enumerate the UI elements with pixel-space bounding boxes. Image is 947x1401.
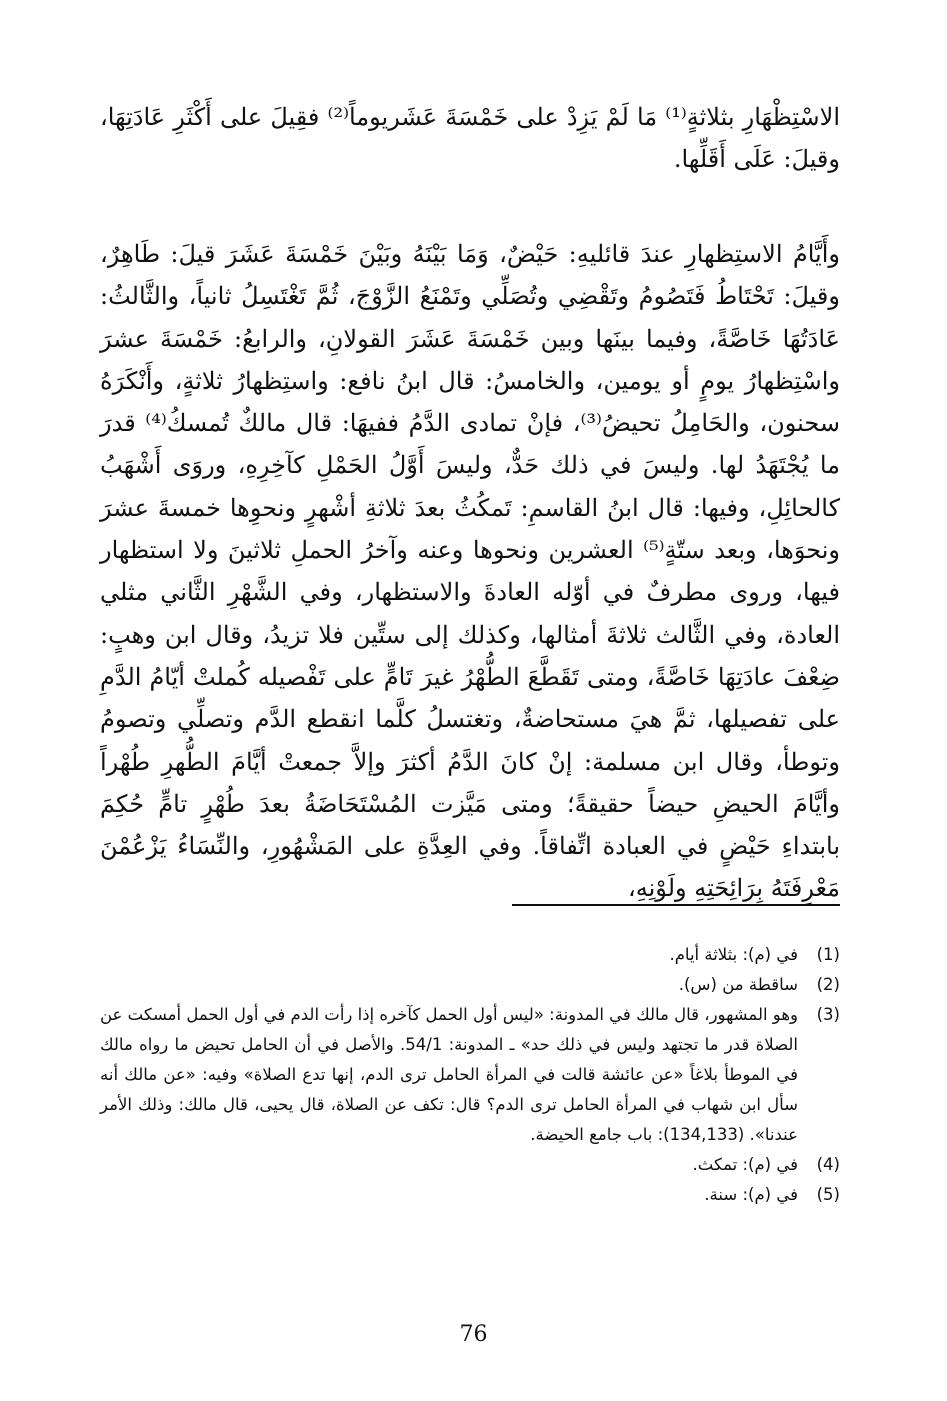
footnote-number: (1) (816, 945, 840, 964)
paragraph-1: الاسْتِظْهَارِ بثلاثةٍ⁽¹⁾ مَا لَمْ يَزِدْ على خَمْسَةَ عَشَريوماً⁽²⁾ فقِيلَ على أَكْثَرِ عَادَتِهَا، وقيلَ: عَلَى أَقَلِّها. (100, 103, 841, 174)
footnote-4 (100, 1150, 840, 1180)
footnote-separator (512, 904, 840, 906)
footnote-text: ساقطة من (س). (678, 975, 798, 994)
footnote-5 (100, 1180, 840, 1210)
footnotes-list (100, 940, 840, 1210)
footnote-text: في (م): بثلاثة أيام. (669, 945, 798, 964)
footnote-text: في (م): سنة. (704, 1185, 798, 1204)
page-number: 76 (459, 1322, 488, 1347)
paragraph-2: وأَيَّامُ الاستِظهارِ عندَ قائليهِ: حَيْضٌ، وَمَا بَيْنَهُ وبَيْنَ خَمْسَةَ عَشَرَ قيلَ: طَاهِرٌ، وقيلَ: تَحْتَاطُ فَتَصُومُ وتَقْضِي وتُصَلِّي وتَمْنَعُ الزَّوْجَ، ثُمَّ تَغْتَسِلُ ثانياً، والثَّالثُ: عَادَتُهَا خَاصَّةً، وفيما بينَها وبين خَمْسَةَ عَشَرَ القولانِ، والرابعُ: خَمْسَةَ عشرَ واسْتِظهارُ يومٍ أو يومين، والخامسُ: قال ابنُ نافع: واستِظهارُ ثلاثةٍ، وأَنْكَرَهُ سحنون، والحَامِلُ تحيضُ⁽³⁾، فإنْ تمادى الدَّمُ ففيهَا: قال مالكٌ تُمسكُ⁽⁴⁾ قدرَ ما يُجْتَهَدُ لها. وليسَ في ذلك حَدٌّ، وليسَ أَوَّلُ الحَمْلِ كآخِرِهِ، وروَى أَشْهَبُ كالحائِلِ، وفيها: قال ابنُ القاسمِ: تَمكُثُ بعدَ ثلاثةِ أشْهرٍ ونحوِها خمسةَ عشرَ ونحوَها، وبعد ستّةٍ⁽⁵⁾ العشرين ونحوها وعنه وآخرُ الحملِ ثلاثينَ ولا استظهار فيها، وروى مطرفٌ في أوّله العادةَ والاستظهار، وفي الشَّهْرِ الثَّاني مثلي العادة، وفي الثَّالث ثلاثةَ أمثالها، وكذلك إلى ستِّين فلا تزيدُ، وقال ابن وهبٍ: ضِعْفَ عادَتِهَا خَاصَّةً، ومتى تَقَطَّعَ الطُّهْرُ غيرَ تَامٍّ على تَفْصيله كُملتْ أيّامُ الدَّمِ على تفصيلها، ثمَّ هيَ مستحاضةٌ، وتغتسلُ كلَّما انقطع الدَّم وتصلِّي وتصومُ وتوطأ، وقال ابن مسلمة: إنْ كانَ الدَّمُ أكثرَ وإلاَّ جمعتْ أيَّامَ الطُّهرِ طُهْراً وأيَّامَ الحيضِ حيضاً حقيقةً؛ ومتى مَيَّزت المُسْتَحَاضَةُ بعدَ طُهْرٍ تامٍّ حُكِمَ بابتداءِ حَيْضٍ في العبادة اتِّفاقاً. وفي العِدَّةِ على المَشْهُورِ، والنِّسَاءُ يَزْعُمْنَ مَعْرِفَتَهُ بِرَائِحَتِهِ ولَوْنِهِ، (100, 240, 841, 903)
footnote-2 (100, 970, 840, 1000)
footnote-number: (2) (816, 975, 840, 994)
footnote-1 (100, 940, 840, 970)
footnote-text: وهو المشهور، قال مالك في المدونة: «ليس أول الحمل كآخره إذا رأت الدم في أول الحمل أمسكت عن الصلاة قدر ما تجتهد وليس في ذلك حد» ـ المدونة: 54/1. والأصل في أن الحامل تحيض ما رواه مالك في الموطأ بلاغاً «عن عائشة قالت في المرأة الحامل ترى الدم، إنها تدع الصلاة» وفيه: «عن مالك أنه سأل ابن شهاب في المرأة الحامل ترى الدم؟ قال: تكف عن الصلاة، قال يحيى، قال مالك: وذلك الأمر عندنا». (134,133): باب جامع الحيضة. (99, 1005, 798, 1144)
footnote-number: (3) (816, 1005, 840, 1024)
footnote-number: (5) (816, 1185, 840, 1204)
footnote-3 (100, 1000, 840, 1150)
footnote-number: (4) (816, 1155, 840, 1174)
footnote-text: في (م): تمكث. (692, 1155, 798, 1174)
